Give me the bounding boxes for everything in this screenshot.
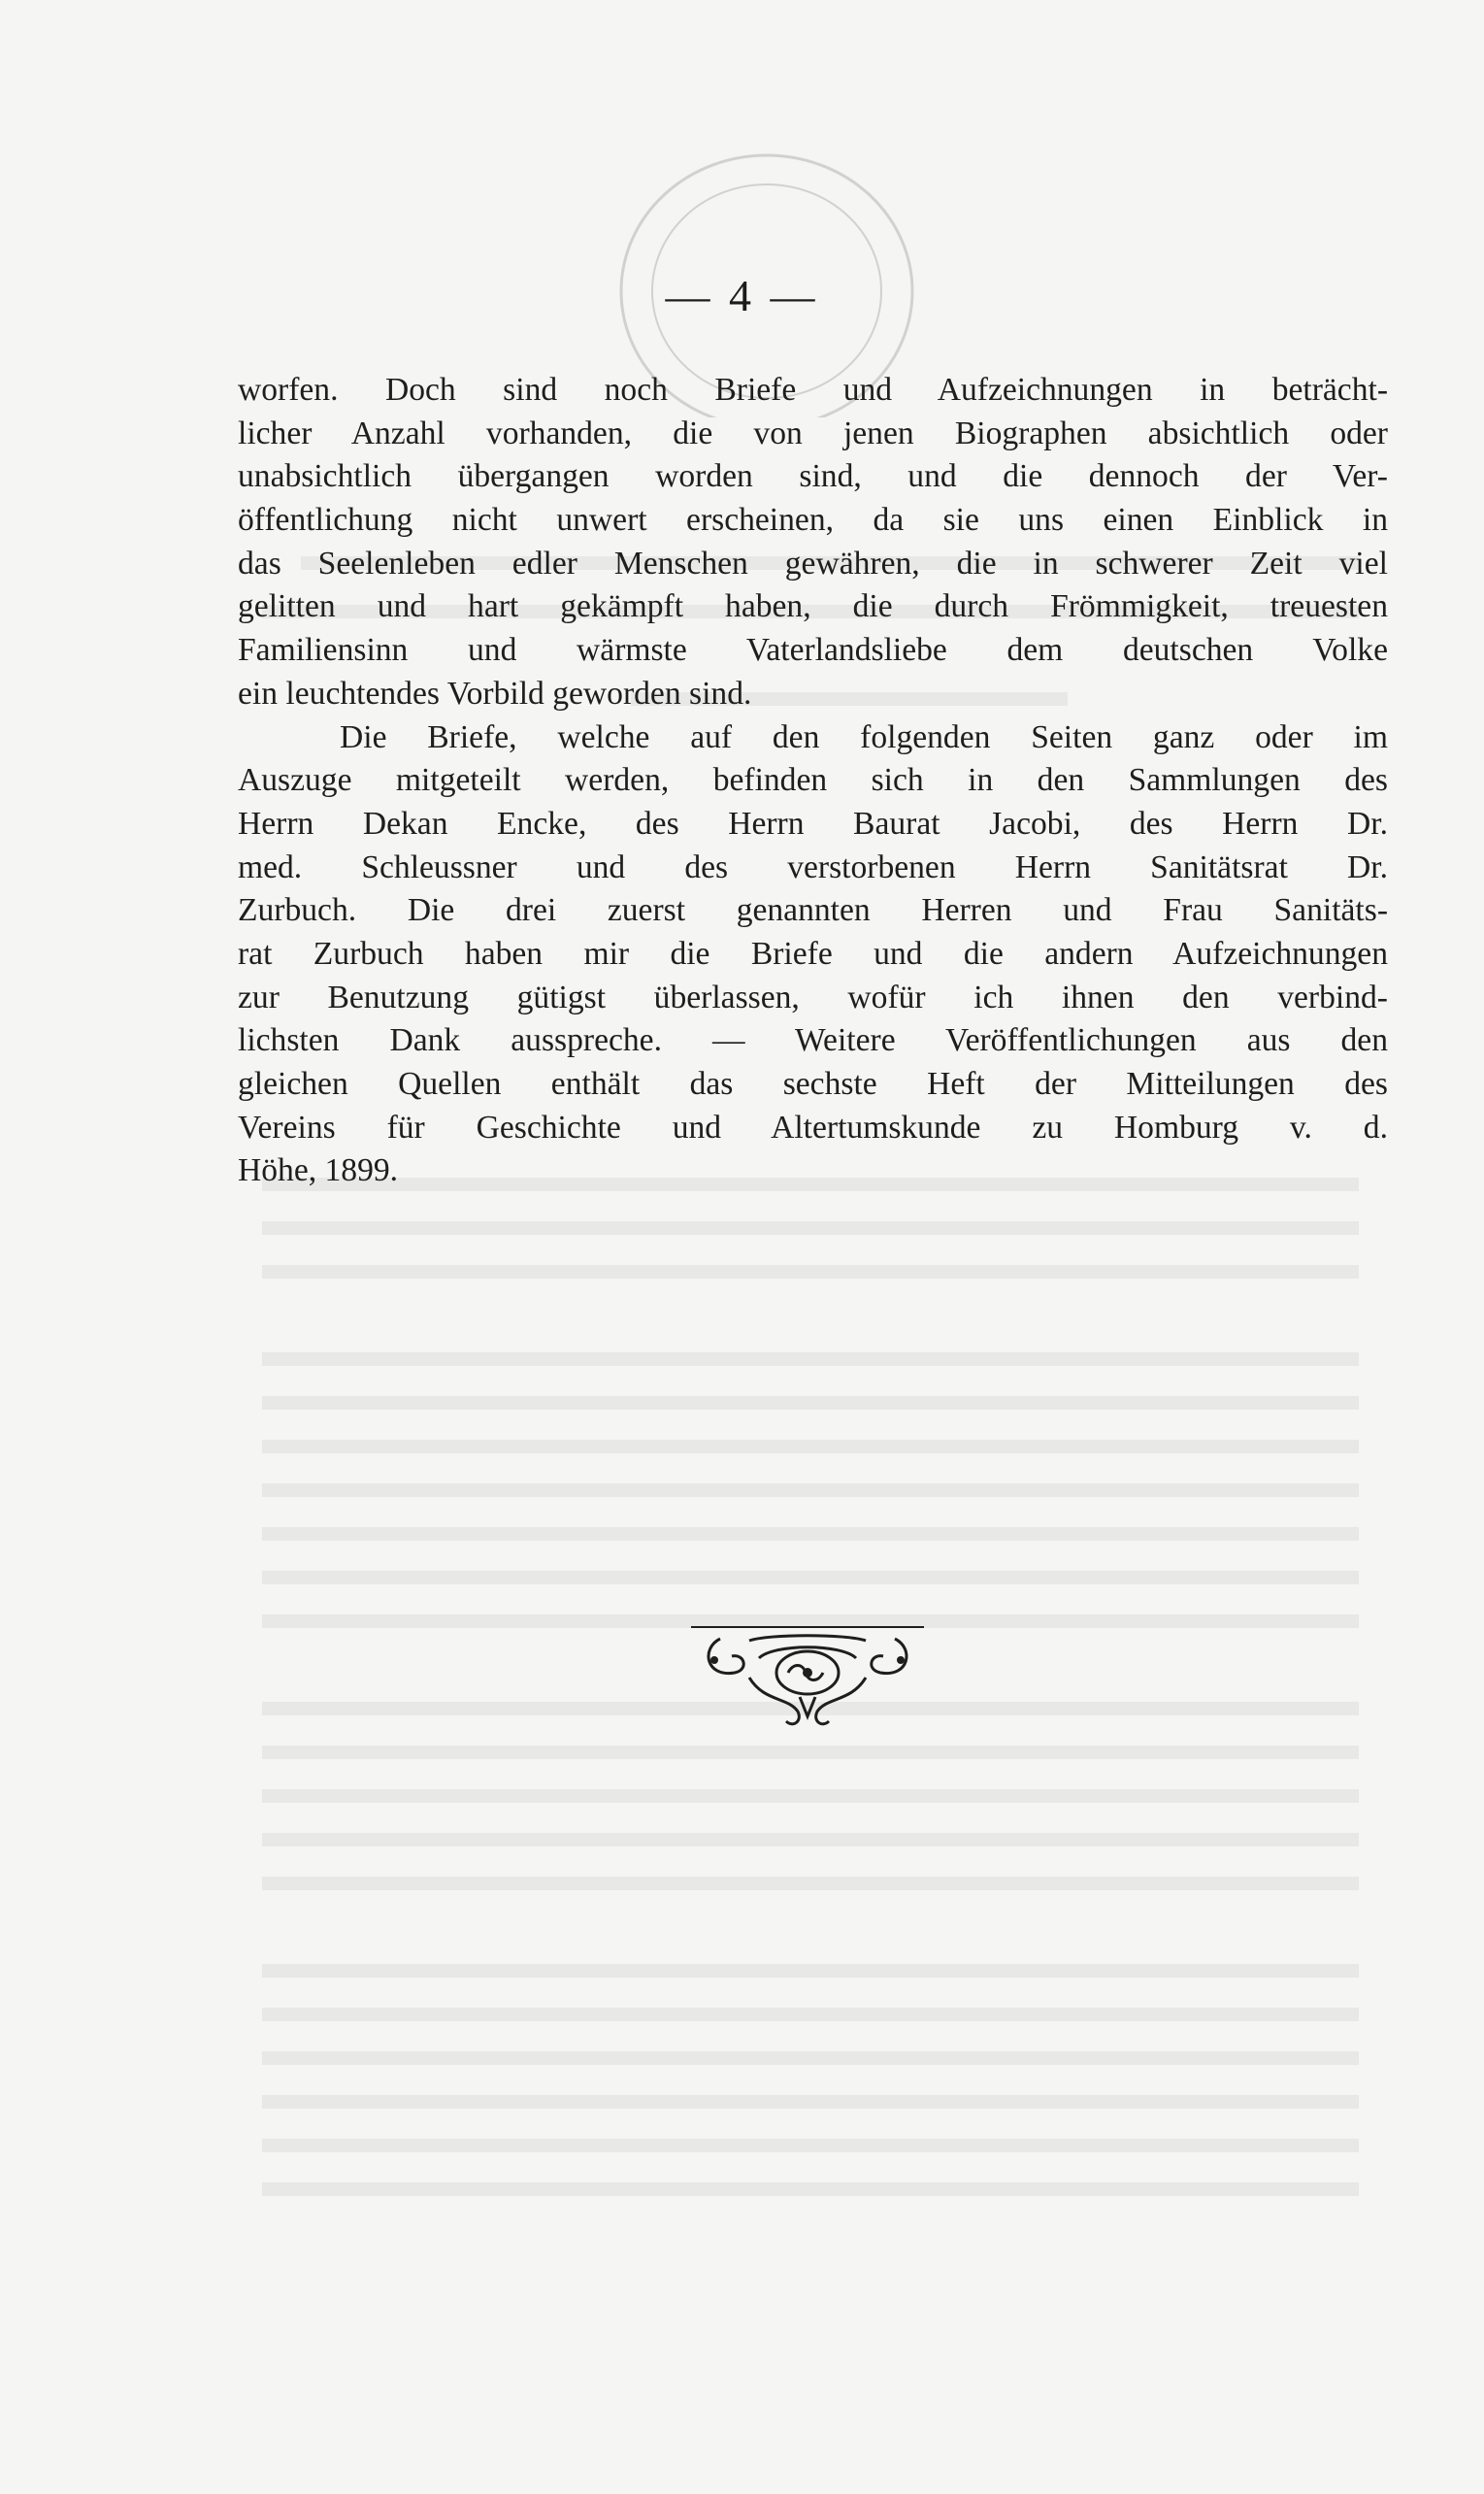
text-line: rat Zurbuch haben mir die Briefe und die andern Aufzeichnungen: [238, 935, 1388, 972]
page-number: — 4 —: [665, 271, 819, 320]
text-line: zur Benutzung gütigst überlassen, wofür ich ihnen den verbind-: [238, 979, 1388, 1015]
text-line: lichsten Dank ausspreche. — Weitere Veröffentlichungen aus den: [238, 1022, 1388, 1059]
text-line: Herrn Dekan Encke, des Herrn Baurat Jacobi, des Herrn Dr.: [238, 805, 1388, 842]
text-line: ein leuchtendes Vorbild geworden sind.: [238, 675, 752, 712]
text-line: das Seelenleben edler Menschen gewähren, die in schwerer Zeit viel: [238, 545, 1388, 582]
body-text: [238, 369, 1388, 1193]
text-line: worfen. Doch sind noch Briefe und Aufzeichnungen in beträcht-: [238, 372, 1388, 408]
text-line: med. Schleussner und des verstorbenen Herrn Sanitätsrat Dr.: [238, 848, 1388, 885]
text-line: Die Briefe, welche auf den folgenden Seiten ganz oder im: [340, 718, 1388, 755]
text-line: öffentlichung nicht unwert erscheinen, da sie uns einen Einblick in: [238, 502, 1388, 539]
text-line: unabsichtlich übergangen worden sind, und die dennoch der Ver-: [238, 458, 1388, 495]
text-line: Auszuge mitgeteilt werden, befinden sich in den Sammlungen des: [238, 762, 1388, 799]
text-line: gleichen Quellen enthält das sechste Heft der Mitteilungen des: [238, 1066, 1388, 1102]
text-line: Vereins für Geschichte und Altertumskunde zu Homburg v. d.: [238, 1109, 1388, 1146]
text-line: Höhe, 1899.: [238, 1152, 399, 1189]
text-line: Zurbuch. Die drei zuerst genannten Herren und Frau Sanitäts-: [238, 892, 1388, 929]
decorative-ornament: [691, 1619, 924, 1736]
text-line: gelitten und hart gekämpft haben, die durch Frömmigkeit, treuesten: [238, 588, 1388, 625]
text-line: licher Anzahl vorhanden, die von jenen Biographen absichtlich oder: [238, 415, 1388, 451]
text-line: Familiensinn und wärmste Vaterlandsliebe dem deutschen Volke: [238, 632, 1388, 669]
